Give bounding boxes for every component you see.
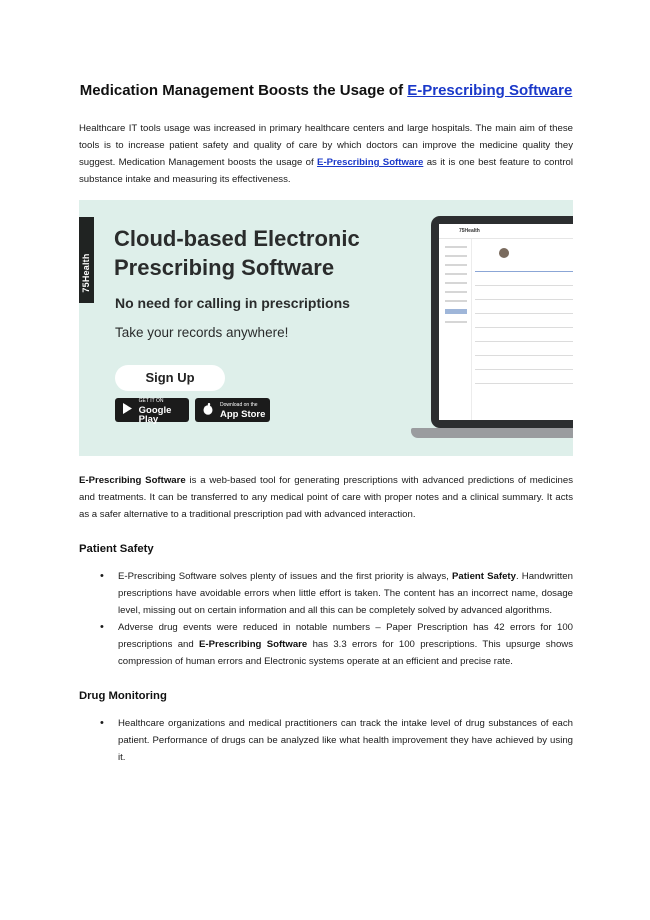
description-lead: E-Prescribing Software	[79, 475, 186, 486]
bullet-bold: Patient Safety	[452, 571, 516, 582]
bullet-text: Adverse drug events were reduced in notable numbers – Paper Prescription has 42 errors for 100 prescriptions and	[118, 622, 573, 650]
patient-safety-list	[79, 568, 573, 670]
intro-paragraph	[79, 120, 573, 188]
description-text: is a web-based tool for generating prescriptions with advanced predictions of medicines and treatments. It can be transferred to any medical point of care with proper notes and a clinical summary. It acts as a safer alternative to a traditional prescription pad with advanced interaction.	[79, 475, 573, 520]
laptop-base	[411, 428, 573, 438]
laptop-illustration	[431, 216, 573, 428]
signup-button[interactable]: Sign Up	[115, 365, 225, 391]
google-play-label: Google Play	[138, 404, 172, 425]
list-item	[79, 715, 573, 766]
apple-icon	[200, 403, 216, 418]
bullet-text: has 3.3 errors for 100 prescriptions. This upsurge shows compression of human errors and Electronic systems operate at an efficient and precise rate.	[118, 639, 574, 667]
document-page	[79, 78, 573, 766]
bullet-text: . Handwritten prescriptions have avoidable errors when little effort is taken. The content has an incorrect name, dosage level, missing out on certain information and all this can be completely solved by advanced algorithms.	[118, 571, 573, 616]
description-paragraph	[79, 472, 573, 523]
screen-sidebar	[439, 239, 472, 420]
title-link[interactable]: E-Prescribing Software	[407, 82, 573, 99]
intro-text: Healthcare IT tools usage was increased in primary healthcare centers and large hospitals. The main aim of these tools is to increase patient safety and quality of care by which doctors can improve the medicine quality they suggest. Medication Management boosts the usage of	[79, 123, 573, 168]
bullet-icon: •	[100, 570, 104, 582]
brand-bar	[79, 217, 94, 303]
bullet-icon: •	[100, 621, 104, 633]
google-play-small: GET IT ON	[138, 397, 164, 404]
heading-drug-monitoring: Drug Monitoring	[79, 690, 167, 702]
bullet-text: E-Prescribing Software solves plenty of issues and the first priority is always,	[118, 571, 452, 582]
brand-logo: 75Health	[81, 253, 91, 293]
banner-headline: Cloud-based Electronic Prescribing Software	[114, 226, 360, 280]
list-item	[79, 568, 573, 619]
drug-monitoring-list	[79, 715, 573, 766]
app-store-small: Download on the	[220, 402, 258, 408]
avatar	[499, 248, 509, 258]
banner-tagline: Take your records anywhere!	[115, 325, 289, 340]
google-play-badge[interactable]	[115, 397, 189, 425]
page-title	[79, 78, 573, 104]
intro-tail: as it is one best feature to control substance intake and measuring its effectiveness.	[79, 157, 574, 185]
bullet-text: Healthcare organizations and medical practitioners can track the intake level of drug substances of each patient. Performance of drugs can be analyzed like what health improvement they have achieved by using it.	[118, 718, 573, 763]
bullet-icon: •	[100, 717, 104, 729]
play-triangle-icon	[120, 403, 135, 417]
page-title-text: Medication Management Boosts the Usage of	[79, 82, 408, 99]
laptop-screen	[439, 224, 573, 420]
list-item	[79, 619, 573, 670]
heading-patient-safety: Patient Safety	[79, 543, 154, 555]
promo-banner[interactable]	[79, 200, 573, 456]
banner-subheadline: No need for calling in prescriptions	[115, 295, 350, 311]
bullet-bold: E-Prescribing Software	[199, 639, 308, 650]
screen-content	[475, 244, 573, 384]
screen-header	[439, 224, 573, 239]
app-store-badge[interactable]	[195, 398, 270, 422]
screen-logo: 75Health	[459, 228, 480, 234]
app-store-label: App Store	[220, 409, 266, 420]
intro-link[interactable]: E-Prescribing Software	[317, 157, 424, 168]
